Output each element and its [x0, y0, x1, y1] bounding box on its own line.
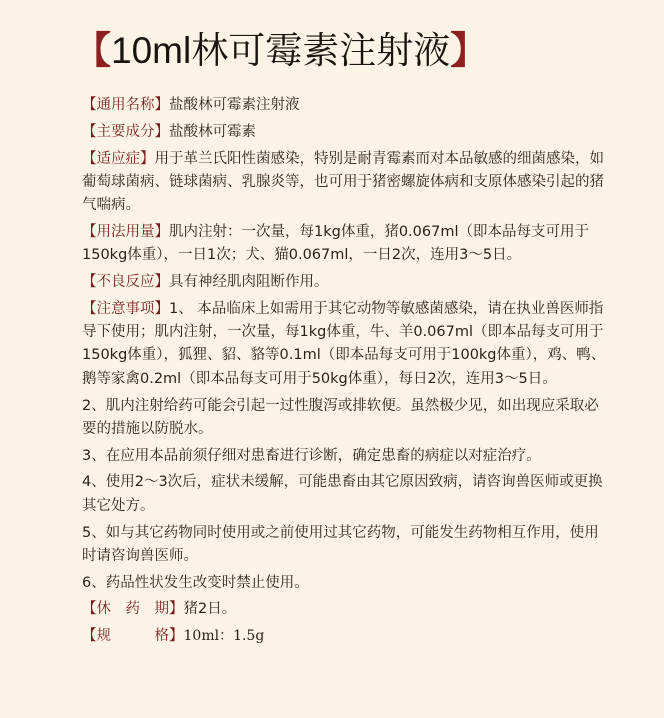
withdrawal-text: 猪2日。	[183, 601, 237, 618]
indication-text: 用于革兰氏阳性菌感染，特别是耐青霉素而对本品敏感的细菌感染，如葡萄球菌病、链球菌病、乳腺炎等，也可用于猪密螺旋体病和支原体感染引起的猪气喘病。	[82, 150, 604, 214]
ingredient-label: 【主要成分】	[82, 123, 169, 140]
precaution-item: 4、使用2～3次后，症状未缓解，可能患畜由其它原因致病，请咨询兽医师或更换其它处方。	[82, 474, 603, 514]
precautions-text: 1、 本品临床上如需用于其它动物等敏感菌感染，请在执业兽医师指导下使用；肌内注射，一次量，每1kg体重，牛、羊0.067ml（即本品每支可用于150kg体重），狐狸、貂、貉等0.1ml（即本品每支可用于100kg体重），鸡、鸭、鹅等家禽0.2ml（即本品每支可用于50kg体重），每日2次，连用3～5日。	[82, 300, 606, 387]
dosage-section	[82, 221, 612, 268]
specification-section	[82, 625, 612, 648]
ingredient-text: 盐酸林可霉素	[169, 123, 256, 140]
precaution-item: 2、肌内注射给药可能会引起一过性腹泻或排软便。虽然极少见，如出现应采取必要的措施以防脱水。	[82, 397, 599, 437]
generic-name-section	[82, 94, 612, 117]
withdrawal-section	[82, 598, 612, 621]
specification-text: 10ml：1.5g	[183, 628, 265, 645]
generic-name-label: 【通用名称】	[82, 97, 169, 113]
withdrawal-label: 【休 药 期】	[82, 601, 184, 618]
precautions-section	[82, 298, 612, 391]
adverse-section	[82, 271, 612, 294]
precautions-label: 【注意事项】	[82, 300, 169, 317]
ingredient-section	[82, 121, 612, 144]
indication-section	[82, 148, 612, 218]
dosage-text: 肌内注射：一次量，每1kg体重，猪0.067ml（即本品每支可用于150kg体重），一日1次；犬、猫0.067ml，一日2次，连用3～5日。	[82, 223, 589, 264]
indication-label: 【适应症】	[82, 150, 155, 167]
dosage-label: 【用法用量】	[82, 223, 169, 240]
instructions-body	[82, 94, 612, 652]
precaution-item: 6、药品性状发生改变时禁止使用。	[82, 574, 309, 591]
title-text: 10ml林可霉素注射液	[111, 30, 451, 71]
adverse-label: 【不良反应】	[82, 274, 169, 291]
precaution-item: 5、如与其它药物同时使用或之前使用过其它药物，可能发生药物相互作用，使用时请咨询兽医师。	[82, 524, 599, 564]
title-close-bracket: 】	[450, 30, 488, 71]
specification-label: 【规 格】	[82, 628, 184, 645]
precaution-item: 3、在应用本品前须仔细对患畜进行诊断，确定患畜的病症以对症治疗。	[82, 447, 541, 464]
adverse-text: 具有神经肌肉阻断作用。	[169, 274, 329, 291]
title-open-bracket: 【	[74, 30, 111, 71]
product-title	[74, 28, 487, 74]
generic-name-text: 盐酸林可霉素注射液	[169, 97, 300, 113]
